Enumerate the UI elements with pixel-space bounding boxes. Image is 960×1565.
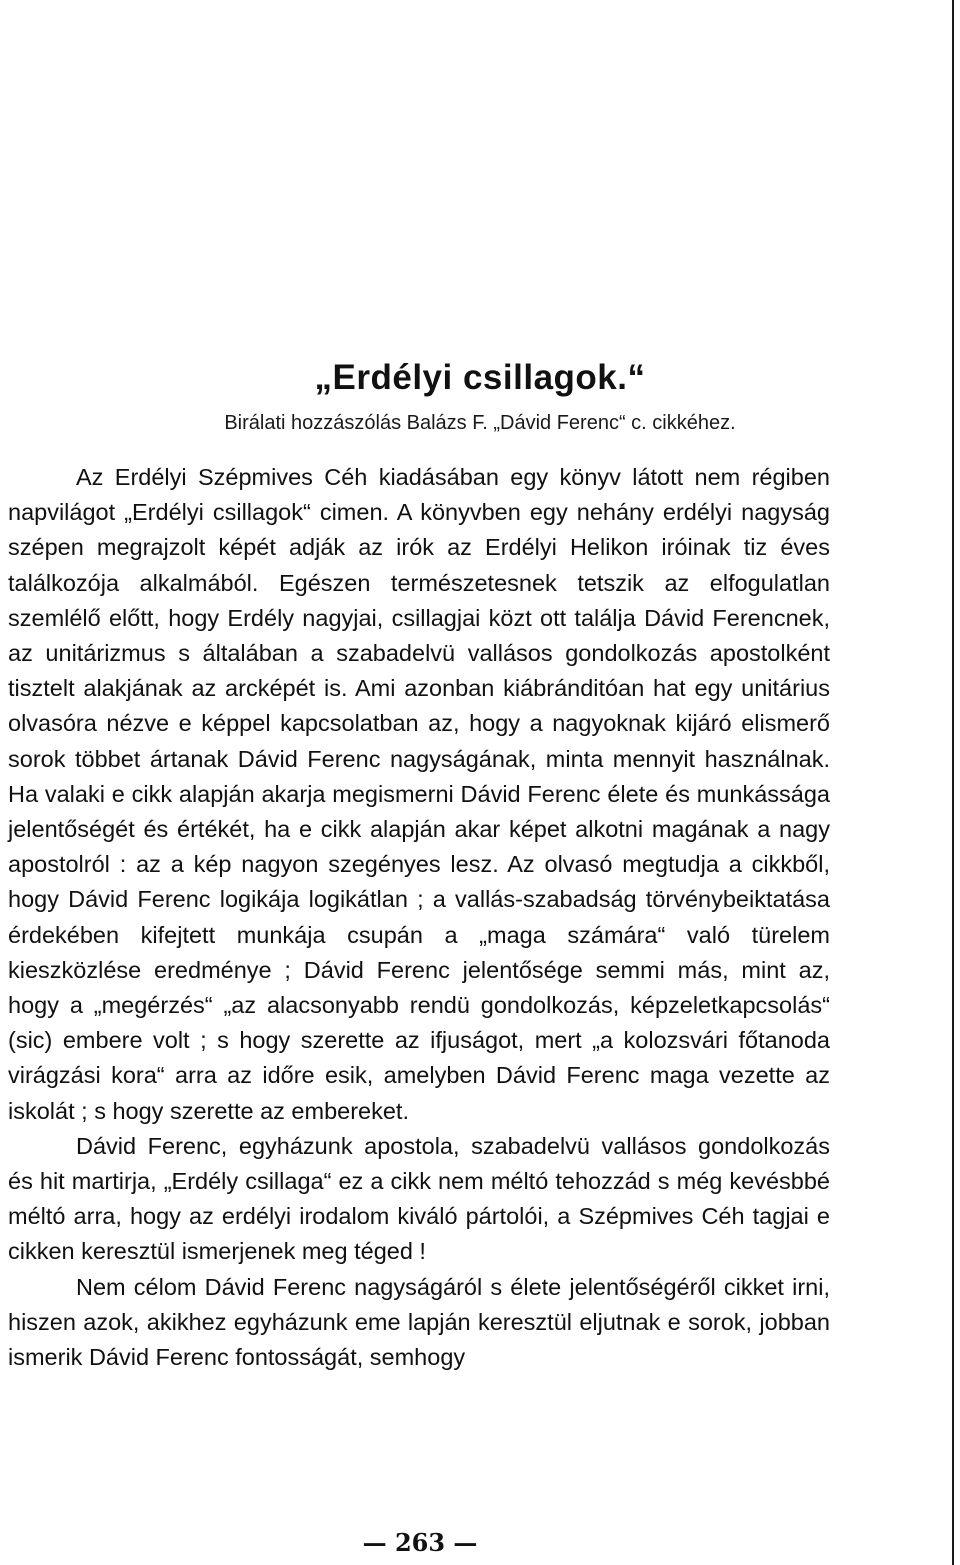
page-number: — 263 — bbox=[362, 1528, 478, 1557]
article-subtitle: Birálati hozzászólás Balázs F. „Dávid Ferenc“ c. cikkéhez. bbox=[224, 412, 736, 434]
paragraph: Dávid Ferenc, egyházunk apostola, szabadelvü vallásos gondolkozás és hit martirja, „Erdély csillaga“ ez a cikk nem méltó tehozzád s még kevésbbé méltó arra, hogy az erdélyi irodalom kiváló pártolói, a Szépmives Céh tagjai e cikken keresztül ismerjenek meg téged ! bbox=[8, 1132, 830, 1265]
paragraph: Nem célom Dávid Ferenc nagyságáról s élete jelentőségéről cikket irni, hiszen azok, akikhez egyházunk eme lapján keresztül eljutnak e sorok, jobban ismerik Dávid Ferenc fontosságát, semhogy bbox=[8, 1273, 830, 1371]
article-title: „Erdélyi csillagok.“ bbox=[314, 358, 646, 397]
scan-edge-line bbox=[952, 0, 954, 1565]
article-body bbox=[8, 460, 830, 1375]
paragraph: Az Erdélyi Szépmives Céh kiadásában egy könyv látott nem régiben napvilágot „Erdélyi csillagok“ cimen. A könyvben egy nehány erdélyi nagyság szépen megrajzolt képét adják az irók az Erdélyi Helikon iróinak tiz éves találkozója alkalmából. Egészen természetesnek tetszik az elfogulatlan szemlélő előtt, hogy Erdély nagyjai, csillagjai közt ott találja Dávid Ferencnek, az unitárizmus s általában a szabadelvü vallásos gondolkozás apostolként tisztelt alakjának az arcképét is. Ami azonban kiábránditóan hat egy unitárius olvasóra nézve e képpel kapcsolatban az, hogy a nagyoknak kijáró elismerő sorok többet ártanak Dávid Ferenc nagyságának, minta mennyit használnak. Ha valaki e cikk alapján akarja megismerni Dávid Ferenc élete és munkássága jelentőségét és értékét, ha e cikk alapján akar képet alkotni magának a nagy apostolról : az a kép nagyon szegényes lesz. Az olvasó megtudja a cikkből, hogy Dávid Ferenc logikája logikátlan ; a vallás-szabadság törvénybeiktatása érdekében kifejtett munkája csupán a „maga számára“ való türelem kieszközlése eredménye ; Dávid Ferenc jelentősége semmi más, mint az, hogy a „megérzés“ „az alacsonyabb rendü gondolkozás, képzeletkapcsolás“ (sic) embere volt ; s hogy szerette az ifjuságot, mert „a kolozsvári főtanoda virágzási kora“ arra az időre esik, amelyben Dávid Ferenc maga vezette az iskolát ; s hogy szerette az embereket. bbox=[8, 464, 830, 1124]
